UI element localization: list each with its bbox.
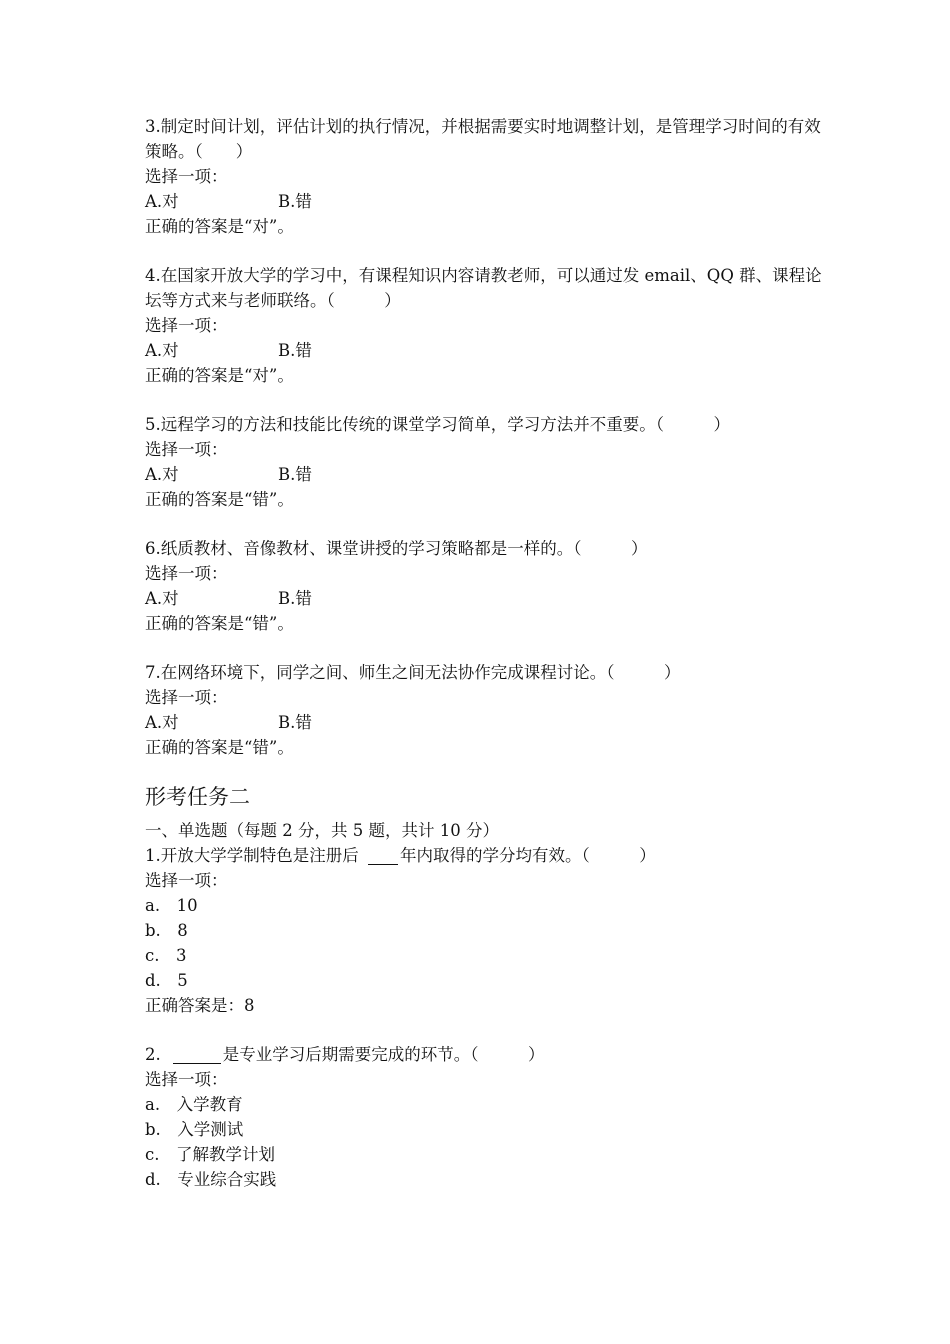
option-a: A.对 <box>145 589 179 608</box>
answer-blank <box>368 846 398 865</box>
option-a: a. 10 <box>145 896 198 915</box>
question-text <box>145 1042 825 1067</box>
options-row <box>145 586 825 611</box>
correct-answer: 正确答案是：8 <box>145 996 255 1015</box>
question-text-pre: 1.开放大学学制特色是注册后 <box>145 846 364 865</box>
question-text: 7.在网络环境下，同学之间、师生之间无法协作完成课程讨论。（ ） <box>145 663 681 682</box>
question-block <box>145 660 825 760</box>
choose-prompt: 选择一项： <box>145 688 228 707</box>
document-page <box>145 114 825 1192</box>
question-text: 5.远程学习的方法和技能比传统的课堂学习简单，学习方法并不重要。（ ） <box>145 415 730 434</box>
choose-prompt: 选择一项： <box>145 440 228 459</box>
options-row <box>145 189 825 214</box>
option-a: A.对 <box>145 465 179 484</box>
correct-answer: 正确的答案是“对”。 <box>145 217 294 236</box>
question-block <box>145 536 825 636</box>
options-row <box>145 462 825 487</box>
question-text <box>145 843 825 868</box>
correct-answer: 正确的答案是“错”。 <box>145 738 294 757</box>
option-d: d. 专业综合实践 <box>145 1170 277 1189</box>
question-text-pre: 2. <box>145 1045 161 1064</box>
question-text: 6.纸质教材、音像教材、课堂讲授的学习策略都是一样的。（ ） <box>145 539 648 558</box>
question-block <box>145 412 825 512</box>
part-title: 一、单选题（每题 2 分，共 5 题，共计 10 分） <box>145 821 499 840</box>
option-b: B.错 <box>278 713 312 732</box>
choose-prompt: 选择一项： <box>145 564 228 583</box>
question-block <box>145 843 825 1018</box>
correct-answer: 正确的答案是“对”。 <box>145 366 294 385</box>
correct-answer: 正确的答案是“错”。 <box>145 614 294 633</box>
section-heading: 形考任务二 <box>145 785 250 809</box>
option-b: B.错 <box>278 341 312 360</box>
option-c: c. 3 <box>145 946 187 965</box>
option-a: a. 入学教育 <box>145 1095 243 1114</box>
answer-blank <box>173 1045 221 1064</box>
question-text-post: 年内取得的学分均有效。（ ） <box>400 846 656 865</box>
question-block <box>145 263 825 388</box>
option-a: A.对 <box>145 192 179 211</box>
option-b: B.错 <box>278 192 312 211</box>
option-c: c. 了解教学计划 <box>145 1145 275 1164</box>
question-text: 3.制定时间计划，评估计划的执行情况，并根据需要实时地调整计划，是管理学习时间的有效策略。（ ） <box>145 117 821 161</box>
question-block <box>145 1042 825 1192</box>
option-d: d. 5 <box>145 971 188 990</box>
options-row <box>145 710 825 735</box>
option-b: b. 入学测试 <box>145 1120 244 1139</box>
choose-prompt: 选择一项： <box>145 871 228 890</box>
option-b: B.错 <box>278 589 312 608</box>
option-a: A.对 <box>145 713 179 732</box>
choose-prompt: 选择一项： <box>145 1070 228 1089</box>
option-b: b. 8 <box>145 921 188 940</box>
option-b: B.错 <box>278 465 312 484</box>
option-a: A.对 <box>145 341 179 360</box>
choose-prompt: 选择一项： <box>145 316 228 335</box>
question-block <box>145 114 825 239</box>
options-row <box>145 338 825 363</box>
question-text-post: 是专业学习后期需要完成的环节。（ ） <box>222 1045 545 1064</box>
choose-prompt: 选择一项： <box>145 167 228 186</box>
correct-answer: 正确的答案是“错”。 <box>145 490 294 509</box>
question-text: 4.在国家开放大学的学习中，有课程知识内容请教老师，可以通过发 email、QQ 群、课程论坛等方式来与老师联络。（ ） <box>145 266 822 310</box>
